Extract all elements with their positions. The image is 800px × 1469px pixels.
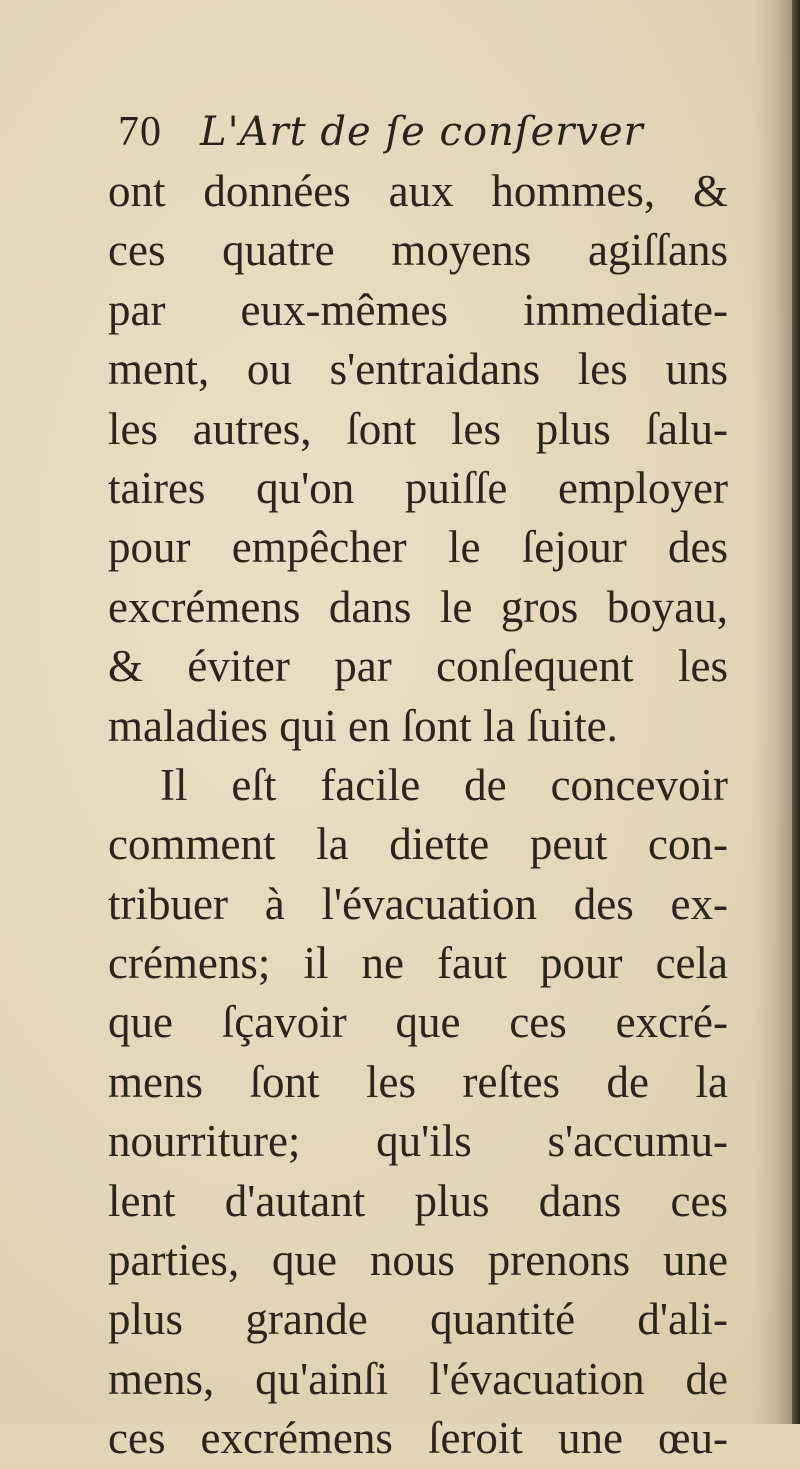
- text-line: que ſçavoir que ces excré-: [108, 997, 728, 1048]
- text-line: nourriture; qu'ils s'accumu-: [108, 1116, 728, 1167]
- page-binding-edge: [792, 0, 800, 1424]
- paragraph-first-line: Il eſt facile de concevoir: [160, 759, 728, 810]
- text-line: plus grande quantité d'ali-: [108, 1294, 728, 1345]
- text-line: & éviter par conſequent les: [108, 641, 728, 692]
- text-line: mens ſont les reſtes de la: [108, 1056, 728, 1107]
- text-line: par eux-mêmes immediate-: [108, 284, 728, 335]
- text-line: ces quatre moyens agiſſans: [108, 225, 728, 276]
- text-line: pour empêcher le ſejour des: [108, 522, 728, 573]
- page-header: [118, 108, 644, 168]
- running-title: L'Art de ſe conſerver: [200, 109, 644, 155]
- text-line: ont données aux hommes, &: [108, 166, 728, 216]
- text-line: taires qu'on puiſſe employer: [108, 462, 728, 513]
- body-text: [108, 162, 728, 1469]
- text-line: excrémens dans le gros boyau,: [108, 581, 728, 632]
- paragraph-end-line: maladies qui en ſont la ſuite.: [108, 700, 618, 751]
- text-line: tribuer à l'évacuation des ex-: [108, 878, 728, 929]
- text-line: mens, qu'ainſi l'évacuation de: [108, 1353, 728, 1404]
- text-line: crémens; il ne faut pour cela: [108, 938, 728, 989]
- text-line: ment, ou s'entraidans les uns: [108, 344, 728, 395]
- text-line: parties, que nous prenons une: [108, 1235, 728, 1286]
- text-line: ces excrémens ſeroit une œu-: [108, 1413, 728, 1464]
- text-line: les autres, ſont les plus ſalu-: [108, 403, 728, 454]
- text-line: lent d'autant plus dans ces: [108, 1175, 728, 1226]
- text-line: comment la diette peut con-: [108, 819, 728, 870]
- page-number: 70: [118, 109, 162, 155]
